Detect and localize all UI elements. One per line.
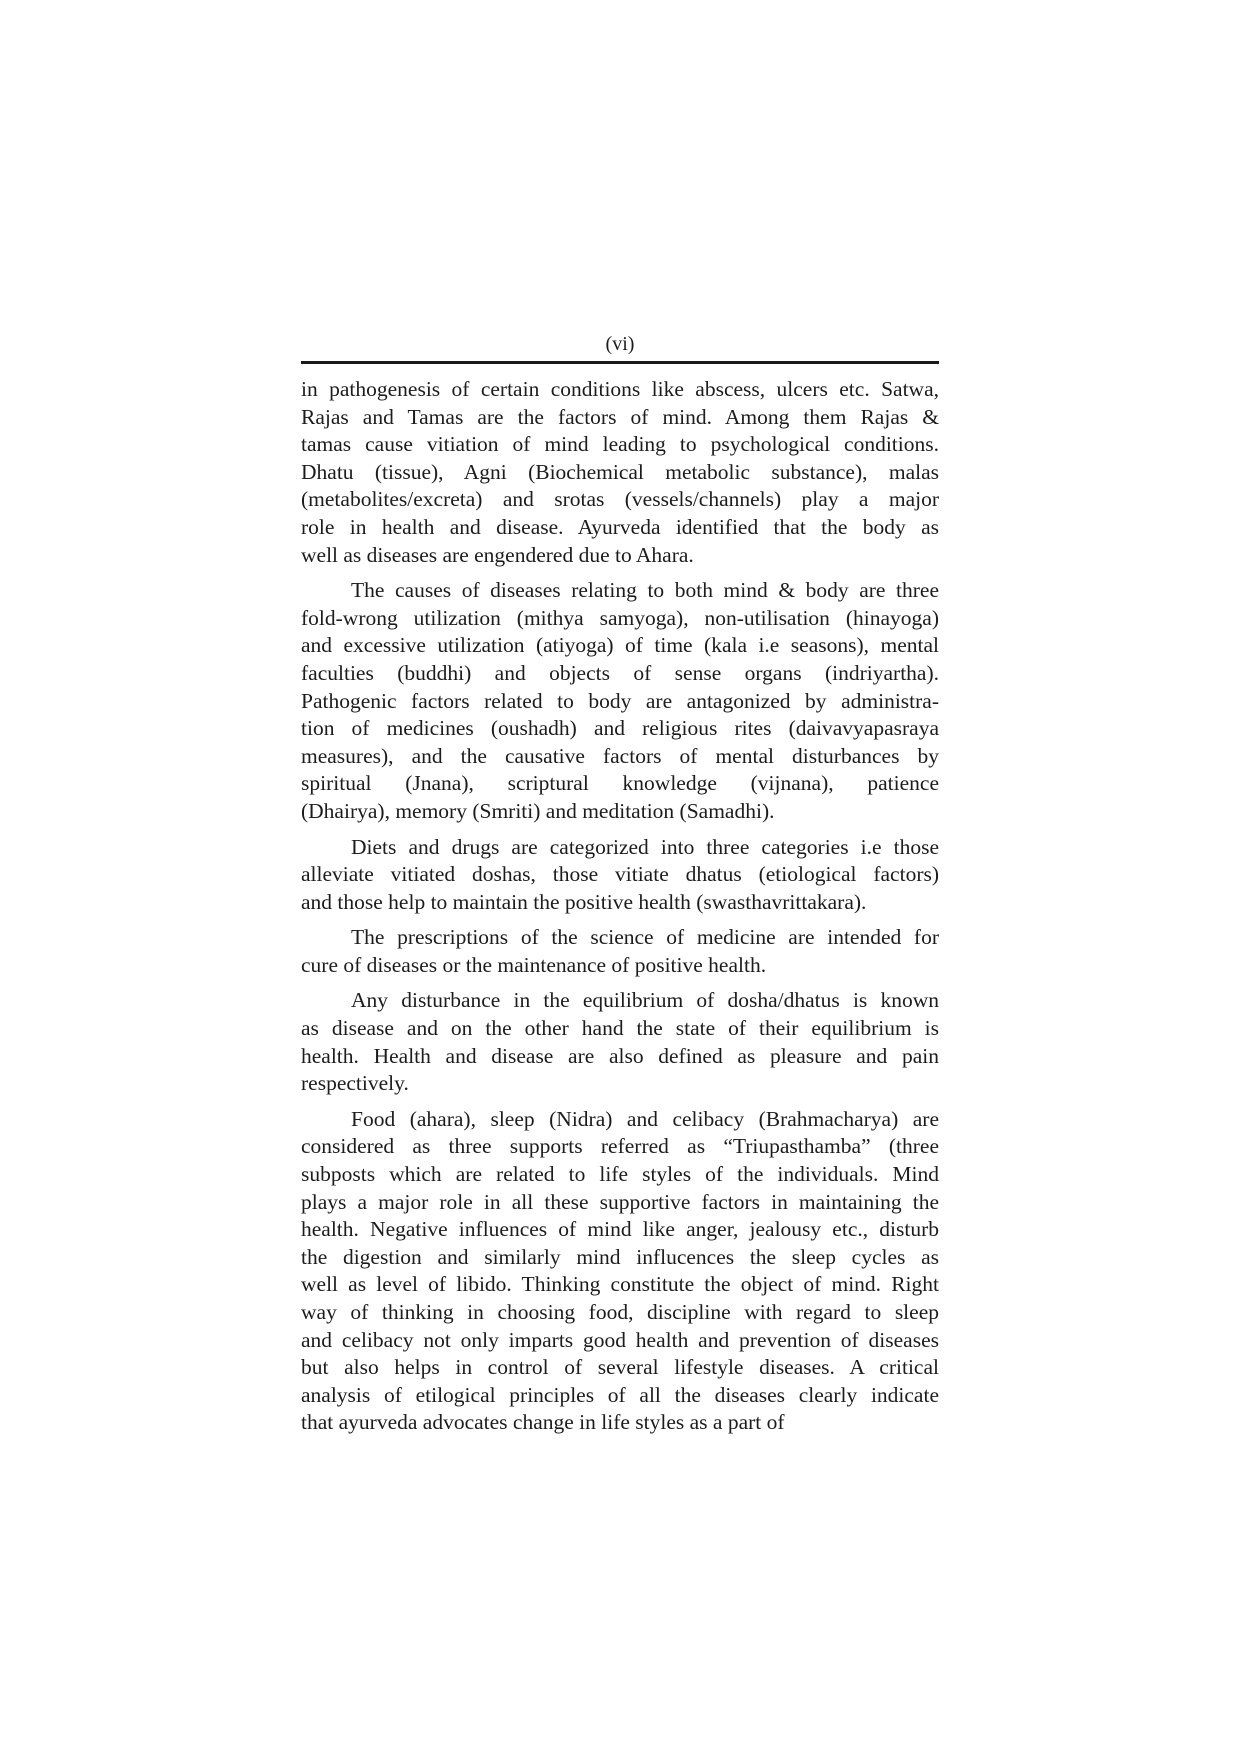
text-line: Any disturbance in the equilibrium of dosha/dhatus is known	[351, 988, 939, 1013]
text-line: (metabolites/excreta) and srotas (vessels/channels) play a major	[301, 487, 939, 512]
text-line: The causes of diseases relating to both mind & body are three	[351, 578, 939, 603]
text-line: Food (ahara), sleep (Nidra) and celibacy (Brahmacharya) are	[351, 1106, 939, 1131]
text-line: measures), and the causative factors of mental disturbances by	[301, 743, 939, 768]
text-line: cure of diseases or the maintenance of positive health.	[301, 952, 767, 977]
text-line: fold-wrong utilization (mithya samyoga), non-utilisation (hinayoga)	[301, 605, 939, 630]
book-page	[301, 330, 939, 1445]
text-line: analysis of etilogical principles of all the diseases clearly indicate	[301, 1382, 939, 1407]
text-line: and excessive utilization (atiyoga) of time (kala i.e seasons), mental	[301, 633, 939, 658]
text-line: respectively.	[301, 1071, 409, 1096]
text-line: health. Negative influences of mind like anger, jealousy etc., disturb	[301, 1217, 939, 1242]
text-line: (Dhairya), memory (Smriti) and meditation (Samadhi).	[301, 798, 775, 823]
text-line: tamas cause vitiation of mind leading to psychological conditions.	[301, 432, 939, 457]
text-line: The prescriptions of the science of medicine are intended for	[351, 925, 939, 950]
paragraph	[301, 924, 939, 979]
text-line: and celibacy not only imparts good health and prevention of diseases	[301, 1327, 939, 1352]
text-line: as disease and on the other hand the state of their equilibrium is	[301, 1016, 939, 1041]
text-line: but also helps in control of several lifestyle diseases. A critical	[301, 1355, 939, 1380]
paragraph	[301, 1106, 939, 1437]
text-line: plays a major role in all these supportive factors in maintaining the	[301, 1189, 939, 1214]
text-line: that ayurveda advocates change in life styles as a part of	[301, 1410, 785, 1435]
text-line: in pathogenesis of certain conditions like abscess, ulcers etc. Satwa,	[301, 377, 939, 401]
text-line: alleviate vitiated doshas, those vitiate dhatus (etiological factors)	[301, 862, 939, 887]
header-rule	[301, 361, 939, 364]
text-line: well as diseases are engendered due to Ahara.	[301, 542, 694, 567]
text-line: subposts which are related to life styles of the individuals. Mind	[301, 1162, 939, 1187]
text-line: health. Health and disease are also defined as pleasure and pain	[301, 1043, 939, 1068]
text-line: spiritual (Jnana), scriptural knowledge (vijnana), patience	[301, 771, 939, 796]
text-line: Diets and drugs are categorized into three categories i.e those	[351, 834, 939, 859]
paragraph	[301, 376, 939, 569]
paragraph	[301, 577, 939, 825]
text-line: well as level of libido. Thinking constitute the object of mind. Right	[301, 1272, 939, 1297]
text-line: way of thinking in choosing food, discipline with regard to sleep	[301, 1300, 939, 1324]
text-line: Rajas and Tamas are the factors of mind. Among them Rajas &	[301, 404, 939, 429]
text-line: tion of medicines (oushadh) and religious rites (daivavyapasraya	[301, 716, 939, 741]
text-line: Pathogenic factors related to body are antagonized by administra-	[301, 688, 939, 713]
paragraph	[301, 987, 939, 1097]
text-line: Dhatu (tissue), Agni (Biochemical metabolic substance), malas	[301, 459, 939, 484]
text-line: role in health and disease. Ayurveda identified that the body as	[301, 514, 939, 539]
text-line: and those help to maintain the positive health (swasthavrittakara).	[301, 889, 867, 914]
text-line: the digestion and similarly mind influcences the sleep cycles as	[301, 1244, 939, 1269]
paragraph	[301, 834, 939, 917]
text-line: faculties (buddhi) and objects of sense organs (indriyartha).	[301, 660, 939, 685]
body-text	[301, 376, 939, 1437]
page-number: (vi)	[605, 333, 635, 355]
text-line: considered as three supports referred as “Triupasthamba” (three	[301, 1134, 939, 1159]
